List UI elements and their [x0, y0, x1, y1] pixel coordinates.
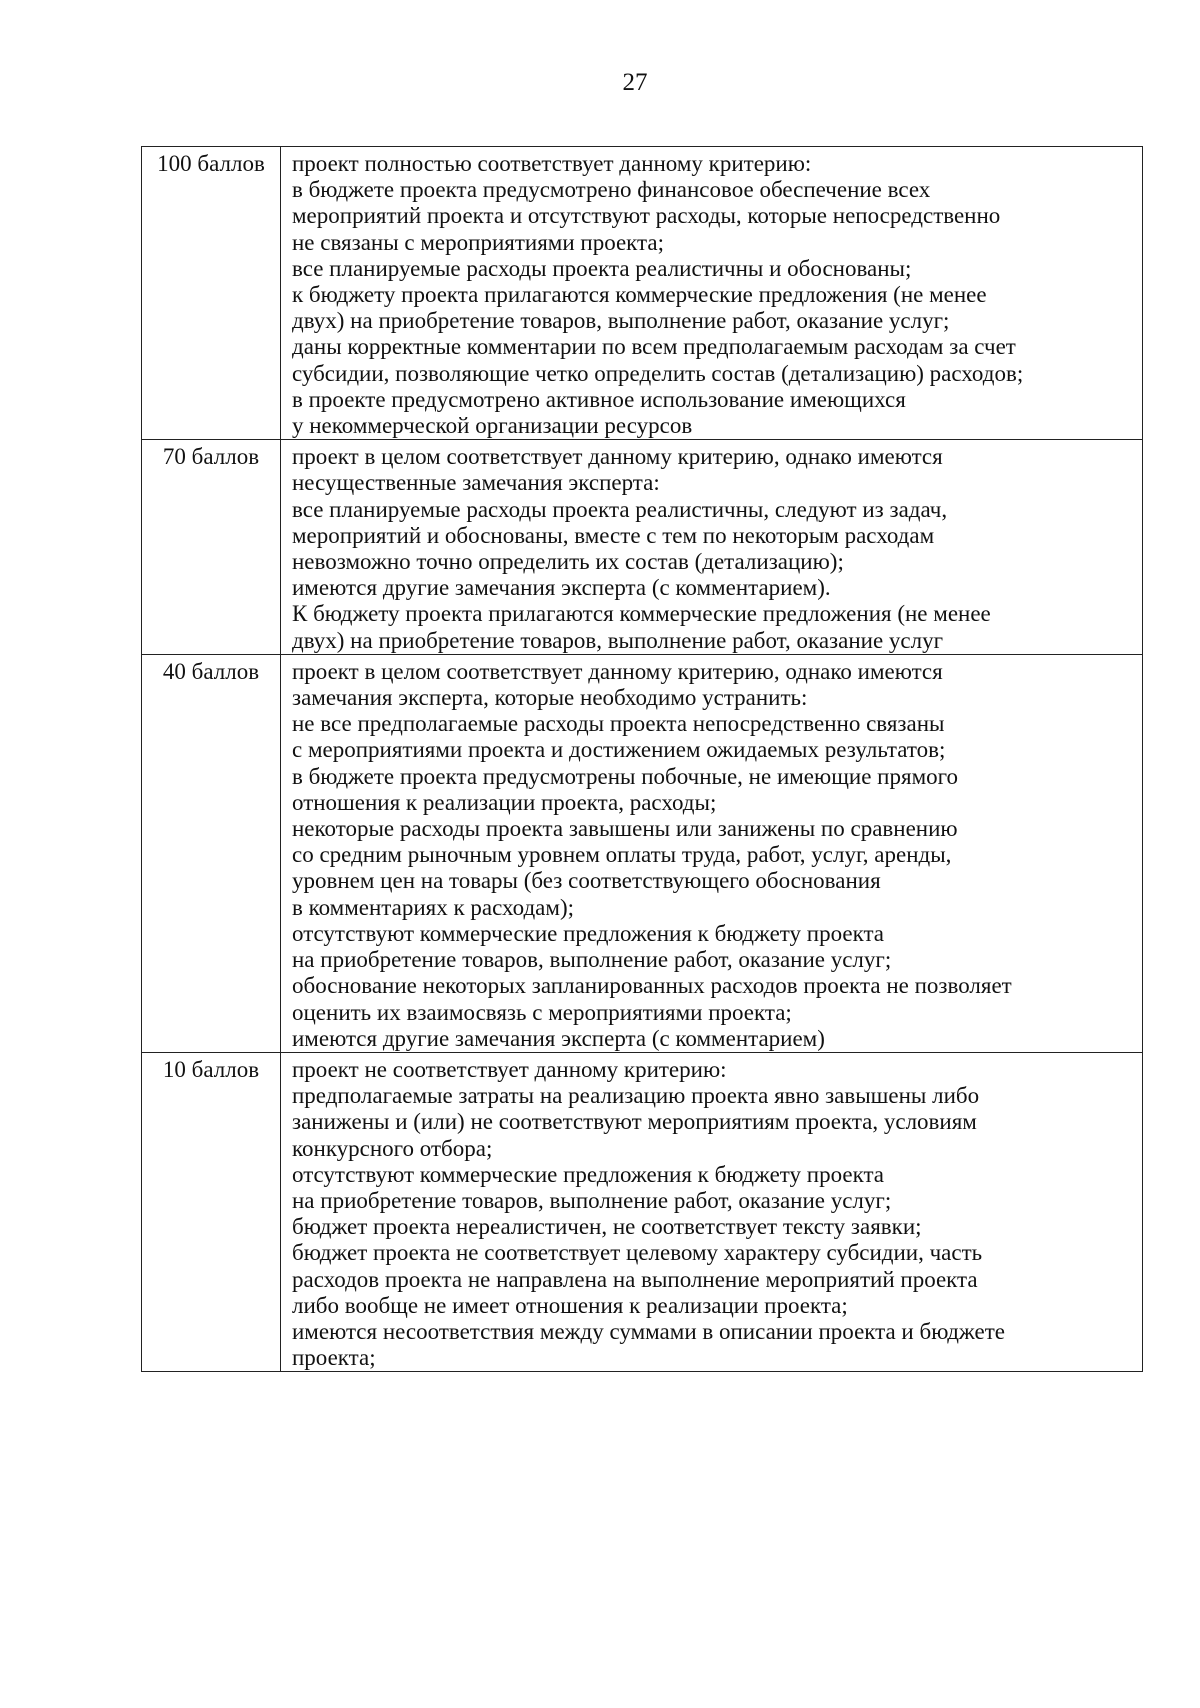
description-line: либо вообще не имеет отношения к реализации проекта; — [292, 1292, 848, 1318]
description-line: уровнем цен на товары (без соответствующего обоснования — [292, 868, 881, 894]
score-cell: 40 баллов — [142, 654, 281, 1052]
score-cell: 70 баллов — [142, 440, 281, 655]
description-line: отсутствуют коммерческие предложения к бюджету проекта — [292, 920, 885, 946]
description-line: с мероприятиями проекта и достижением ожидаемых результатов; — [292, 737, 946, 763]
description-line: мероприятий и обоснованы, вместе с тем по некоторым расходам — [292, 522, 935, 548]
description-line: в проекте предусмотрено активное использование имеющихся — [292, 386, 906, 412]
score-cell: 10 баллов — [142, 1052, 281, 1371]
description-line: несущественные замечания эксперта: — [292, 470, 660, 496]
scoring-criteria-table — [141, 146, 1143, 1372]
criteria-row — [142, 440, 1143, 655]
description-line: проект в целом соответствует данному критерию, однако имеются — [292, 658, 943, 684]
description-line: оценить их взаимосвязь с мероприятиями проекта; — [292, 999, 792, 1025]
score-cell: 100 баллов — [142, 147, 281, 440]
criteria-table-body — [142, 147, 1143, 1372]
description-line: К бюджету проекта прилагаются коммерческие предложения (не менее — [292, 601, 991, 627]
description-line: занижены и (или) не соответствуют мероприятиям проекта, условиям — [292, 1109, 977, 1135]
description-line: имеются несоответствия между суммами в описании проекта и бюджете — [292, 1318, 1005, 1344]
description-line: у некоммерческой организации ресурсов — [292, 413, 693, 439]
description-line: даны корректные комментарии по всем предполагаемым расходам за счет — [292, 334, 1016, 360]
description-line: расходов проекта не направлена на выполнение мероприятий проекта — [292, 1266, 978, 1292]
description-line: все планируемые расходы проекта реалистичны, следуют из задач, — [292, 496, 948, 522]
description-cell — [281, 440, 1143, 655]
description-line: проект не соответствует данному критерию: — [292, 1056, 727, 1082]
description-line: со средним рыночным уровнем оплаты труда, работ, услуг, аренды, — [292, 842, 952, 868]
description-line: отношения к реализации проекта, расходы; — [292, 789, 717, 815]
description-line: все планируемые расходы проекта реалистичны и обоснованы; — [292, 255, 912, 281]
description-line: субсидии, позволяющие четко определить состав (детализацию) расходов; — [292, 360, 1024, 386]
description-line: предполагаемые затраты на реализацию проекта явно завышены либо — [292, 1083, 980, 1109]
description-line: отсутствуют коммерческие предложения к бюджету проекта — [292, 1161, 885, 1187]
description-line: к бюджету проекта прилагаются коммерческие предложения (не менее — [292, 282, 987, 308]
description-line: в комментариях к расходам); — [292, 894, 574, 920]
description-line: проект в целом соответствует данному критерию, однако имеются — [292, 444, 943, 470]
description-line: двух) на приобретение товаров, выполнение работ, оказание услуг — [292, 627, 944, 653]
description-cell — [281, 1052, 1143, 1371]
description-line: бюджет проекта не соответствует целевому характеру субсидии, часть — [292, 1240, 983, 1266]
description-line: замечания эксперта, которые необходимо устранить: — [292, 685, 808, 711]
description-line: проекта; — [292, 1345, 376, 1371]
description-cell — [281, 654, 1143, 1052]
description-line: бюджет проекта нереалистичен, не соответствует тексту заявки; — [292, 1214, 922, 1240]
criteria-row — [142, 147, 1143, 440]
criteria-row — [142, 1052, 1143, 1371]
description-line: невозможно точно определить их состав (детализацию); — [292, 549, 844, 575]
description-line: проект полностью соответствует данному критерию: — [292, 151, 812, 176]
page-number: 27 — [622, 69, 648, 96]
description-line: в бюджете проекта предусмотрены побочные, не имеющие прямого — [292, 763, 958, 789]
description-line: двух) на приобретение товаров, выполнение работ, оказание услуг; — [292, 308, 950, 334]
description-line: не все предполагаемые расходы проекта непосредственно связаны — [292, 711, 945, 737]
description-line: имеются другие замечания эксперта (с комментарием) — [292, 1025, 825, 1051]
description-line: на приобретение товаров, выполнение работ, оказание услуг; — [292, 947, 892, 973]
description-line: некоторые расходы проекта завышены или занижены по сравнению — [292, 816, 958, 842]
description-line: обоснование некоторых запланированных расходов проекта не позволяет — [292, 973, 1012, 999]
description-line: конкурсного отбора; — [292, 1135, 493, 1161]
description-line: не связаны с мероприятиями проекта; — [292, 229, 664, 255]
description-line: в бюджете проекта предусмотрено финансовое обеспечение всех — [292, 177, 931, 203]
criteria-row — [142, 654, 1143, 1052]
description-line: мероприятий проекта и отсутствуют расходы, которые непосредственно — [292, 203, 1001, 229]
description-cell — [281, 147, 1143, 440]
description-line: на приобретение товаров, выполнение работ, оказание услуг; — [292, 1187, 892, 1213]
description-line: имеются другие замечания эксперта (с комментарием). — [292, 575, 831, 601]
